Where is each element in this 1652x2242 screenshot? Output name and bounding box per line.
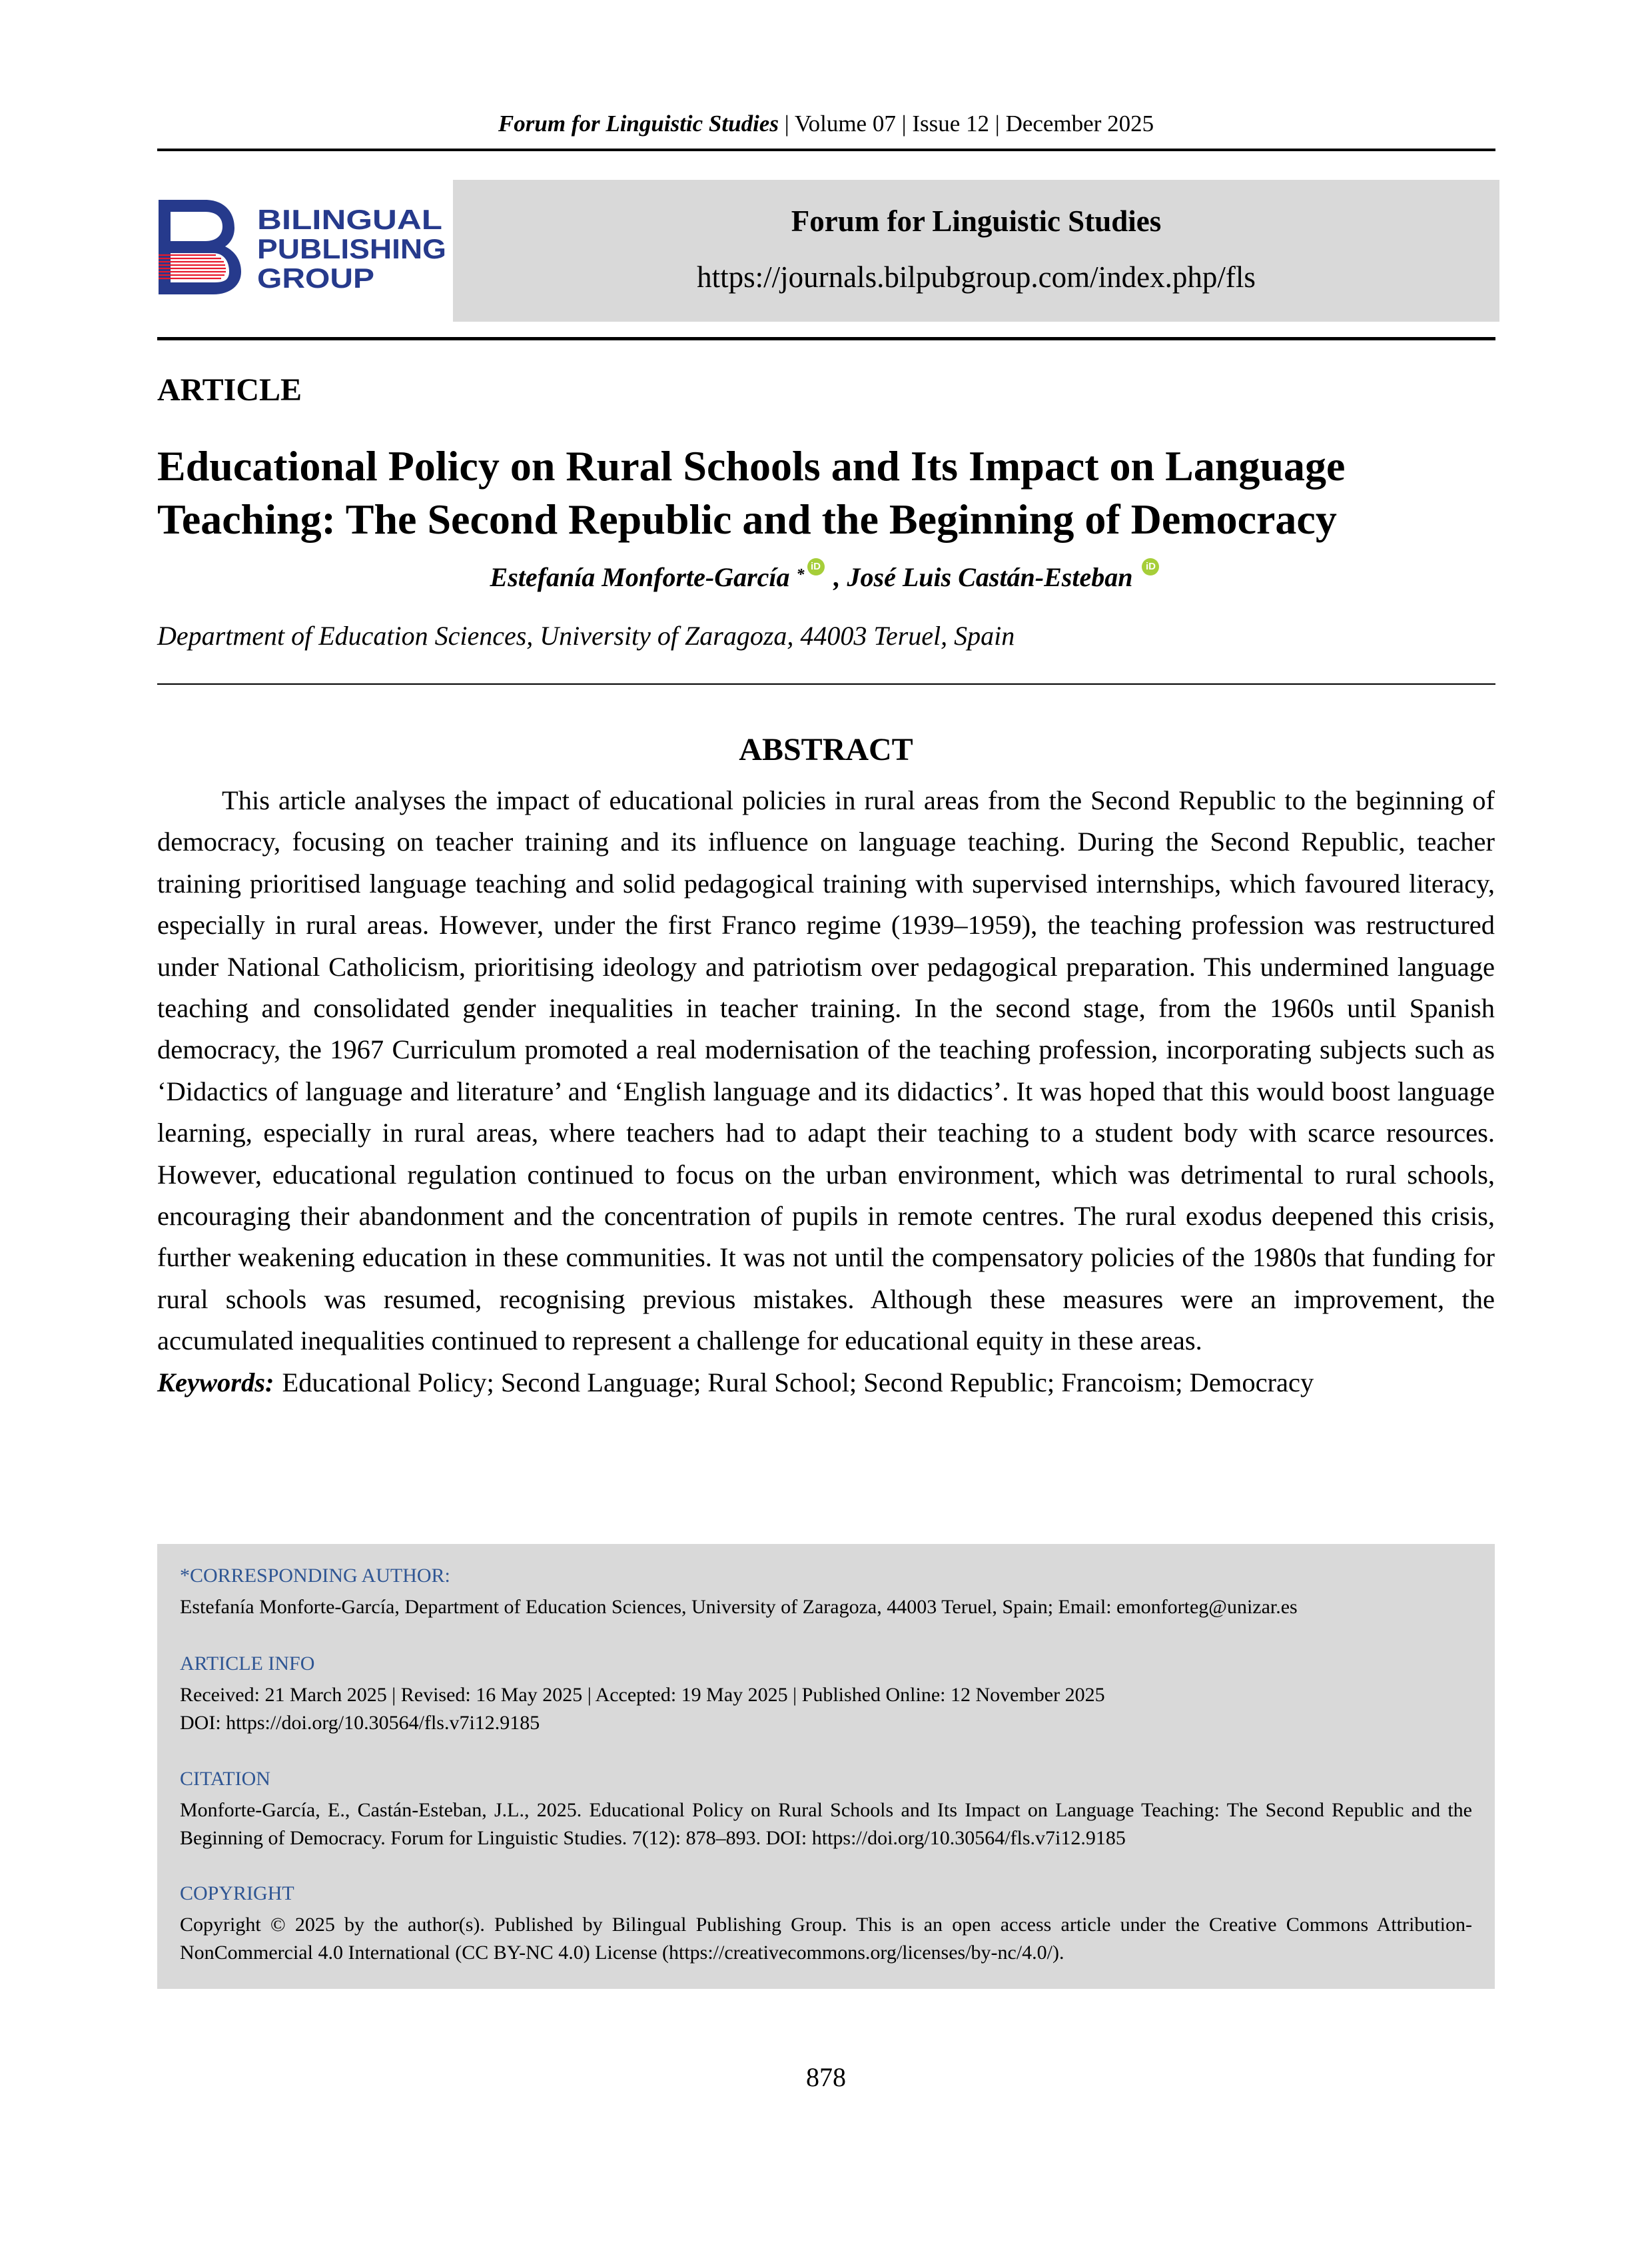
orcid-icon[interactable]: iD	[807, 558, 825, 575]
svg-text:PUBLISHING: PUBLISHING	[257, 233, 446, 264]
author-separator: ,	[827, 562, 847, 592]
corresponding-author-heading: *CORRESPONDING AUTHOR:	[180, 1565, 450, 1587]
keywords	[157, 1362, 1495, 1403]
article-doi[interactable]: DOI: https://doi.org/10.30564/fls.v7i12.9185	[180, 1712, 540, 1734]
article-dates: Received: 21 March 2025 | Revised: 16 May 2025 | Accepted: 19 May 2025 | Published Online: 12 November 2025	[180, 1684, 1105, 1706]
svg-text:GROUP: GROUP	[257, 262, 374, 294]
separator: |	[895, 111, 913, 137]
affiliation: Department of Education Sciences, University of Zaragoza, 44003 Teruel, Spain	[157, 621, 1015, 651]
citation-heading: CITATION	[180, 1768, 270, 1790]
author-list	[157, 560, 1495, 595]
copyright-heading: COPYRIGHT	[180, 1882, 294, 1904]
running-head-issue: Issue 12	[912, 111, 990, 137]
author-name[interactable]: Estefanía Monforte-García	[490, 562, 790, 592]
banner-journal-url[interactable]: https://journals.bilpubgroup.com/index.php/fls	[697, 260, 1256, 294]
corresponding-author-text: Estefanía Monforte-García, Department of Education Sciences, University of Zaragoza, 44003 Teruel, Spain; Email: emonforteg@unizar.es	[180, 1596, 1298, 1618]
citation-text: Monforte-García, E., Castán-Esteban, J.L., 2025. Educational Policy on Rural Schools and Its Impact on Language Teaching: The Second Republic and the Beginning of Democracy. Forum for Linguistic Studies. 7(12): 878–893. DOI: https://doi.org/10.30564/fls.v7i12.9185	[180, 1799, 1472, 1849]
running-head-date: December 2025	[1005, 111, 1154, 137]
header-rule	[157, 149, 1495, 151]
article-info-box	[157, 1544, 1495, 1989]
banner-journal-title: Forum for Linguistic Studies	[791, 204, 1162, 238]
article-title-line: Teaching: The Second Republic and the Beginning of Democracy	[157, 496, 1337, 543]
journal-banner	[453, 180, 1499, 322]
running-head	[157, 109, 1495, 139]
separator: |	[778, 111, 795, 137]
orcid-icon[interactable]: iD	[1142, 558, 1159, 575]
article-info-heading: ARTICLE INFO	[180, 1653, 315, 1675]
banner-rule	[157, 337, 1495, 340]
page-number: 878	[806, 2062, 846, 2092]
corresponding-mark: *	[796, 566, 805, 583]
abstract-heading: ABSTRACT	[739, 732, 913, 767]
running-head-volume: Volume 07	[794, 111, 896, 137]
article-title-line: Educational Policy on Rural Schools and Its Impact on Language	[157, 442, 1346, 490]
copyright-section	[180, 1880, 1472, 1967]
keywords-label: Keywords:	[157, 1367, 274, 1397]
article-type-label: ARTICLE	[157, 372, 302, 408]
article-info-section	[180, 1651, 1472, 1737]
article-title	[157, 440, 1496, 546]
copyright-text: Copyright © 2025 by the author(s). Published by Bilingual Publishing Group. This is an open access article under the Creative Commons Attribution-NonCommercial 4.0 International (CC BY-NC 4.0) License (https://creativecommons.org/licenses/by-nc/4.0/).	[180, 1914, 1472, 1964]
author-name[interactable]: José Luis Castán-Esteban	[847, 562, 1133, 592]
affiliation-rule	[157, 683, 1495, 685]
keywords-value: Educational Policy; Second Language; Rural School; Second Republic; Francoism; Democracy	[282, 1367, 1314, 1397]
abstract-text: This article analyses the impact of educational policies in rural areas from the Second Republic to the beginning of democracy, focusing on teacher training and its influence on language teaching. During the Second Republic, teacher training prioritised language teaching and solid pedagogical training with supervised internships, which favoured literacy, especially in rural areas. However, under the first Franco regime (1939–1959), the teaching profession was restructured under National Catholicism, prioritising ideology and patriotism over pedagogical preparation. This undermined language teaching and consolidated gender inequalities in teacher training. In the second stage, from the 1960s until Spanish democracy, the 1967 Curriculum promoted a real modernisation of the teaching profession, incorporating subjects such as ‘Didactics of language and literature’ and ‘English language and its didactics’. It was hoped that this would boost language learning, especially in rural areas, where teachers had to adapt their teaching to a student body with scarce resources. However, educational regulation continued to focus on the urban environment, which was detrimental to rural schools, encouraging their abandonment and the concentration of pupils in remote centres. The rural exodus deepened this crisis, further weakening education in these communities. It was not until the compensatory policies of the 1980s that funding for rural schools was resumed, recognising previous mistakes. Although these measures were an improvement, the accumulated inequalities continued to represent a challenge for educational equity in these areas.	[157, 785, 1495, 1356]
separator: |	[989, 111, 1006, 137]
publisher-logo	[157, 197, 450, 297]
svg-text:BILINGUAL: BILINGUAL	[257, 204, 442, 235]
bilingual-publishing-group-logo-icon	[157, 197, 450, 297]
corresponding-author-section	[180, 1563, 1472, 1621]
running-head-journal: Forum for Linguistic Studies	[498, 111, 779, 137]
citation-section	[180, 1766, 1472, 1852]
